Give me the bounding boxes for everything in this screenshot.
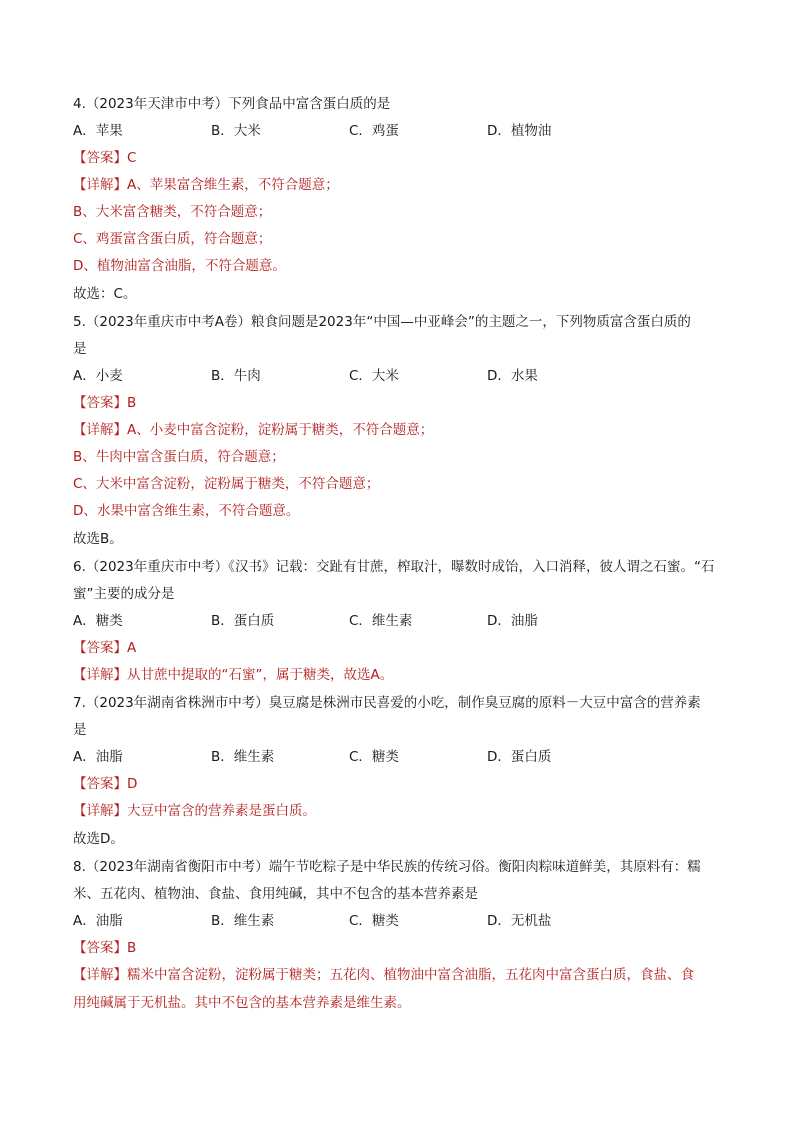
detail-label: 【详解】: [73, 967, 127, 983]
q4-detail-2: B、大米富含糖类，不符合题意；: [73, 204, 272, 220]
q8-stem-line1: 8.（2023年湖南省衡阳市中考）端午节吃粽子是中华民族的传统习俗。衡阳肉粽味道鲜美，其原料有：糯: [73, 859, 701, 875]
q5-detail-4: D、水果中富含维生素，不符合题意。: [73, 503, 300, 519]
q7-answer: [73, 775, 734, 793]
q5-option-a: A．小麦: [73, 368, 123, 384]
q8-detail-line2: 用纯碱属于无机盐。其中不包含的基本营养素是维生素。: [73, 995, 411, 1011]
q8-stem-line2: 米、五花肉、植物油、食盐、食用纯碱，其中不包含的基本营养素是: [73, 886, 478, 902]
answer-value: B: [127, 940, 137, 956]
q6-option-b: B．蛋白质: [211, 613, 275, 629]
q7-option-a: A．油脂: [73, 749, 123, 765]
q6-answer: [73, 639, 734, 657]
q5-option-b: B．牛肉: [211, 368, 261, 384]
detail-text: A、小麦中富含淀粉，淀粉属于糖类，不符合题意；: [127, 422, 434, 438]
detail-text: A、苹果富含维生素，不符合题意；: [127, 177, 339, 193]
q5-conclusion: 故选B。: [73, 531, 123, 547]
answer-value: B: [127, 395, 137, 411]
q5-option-d: D．水果: [487, 368, 538, 384]
q4-option-d: D．植物油: [487, 123, 552, 139]
answer-label: 【答案】: [73, 640, 127, 656]
q5-stem-line2: 是: [73, 341, 87, 357]
detail-text: 从甘蔗中提取的“石蜜”，属于糖类，故选A。: [127, 667, 394, 683]
q6-detail: [73, 666, 734, 684]
q7-conclusion: 故选D。: [73, 831, 124, 847]
q6-stem-line1: 6.（2023年重庆市中考）《汉书》记载：交趾有甘蔗，榨取汁，曝数时成饴，入口消释，彼人谓之石蜜。“石: [73, 559, 715, 575]
detail-text: 糯米中富含淀粉，淀粉属于糖类；五花肉、植物油中富含油脂，五花肉中富含蛋白质，食盐、食: [127, 967, 694, 983]
q5-stem-line1: 5.（2023年重庆市中考A卷）粮食问题是2023年“中国—中亚峰会”的主题之一，下列物质富含蛋白质的: [73, 314, 691, 330]
detail-label: 【详解】: [73, 667, 127, 683]
answer-label: 【答案】: [73, 940, 127, 956]
q4-detail-4: D、植物油富含油脂，不符合题意。: [73, 258, 286, 274]
detail-label: 【详解】: [73, 422, 127, 438]
q4-option-a: A．苹果: [73, 123, 123, 139]
q4-option-b: B．大米: [211, 123, 261, 139]
answer-value: A: [127, 640, 137, 656]
q8-option-a: A．油脂: [73, 913, 123, 929]
q8-option-d: D．无机盐: [487, 913, 552, 929]
q8-option-c: C．糖类: [349, 913, 399, 929]
q6-stem-line2: 蜜”主要的成分是: [73, 586, 175, 602]
answer-value: C: [127, 150, 137, 166]
q8-option-b: B．维生素: [211, 913, 275, 929]
q7-option-d: D．蛋白质: [487, 749, 552, 765]
q5-detail-1: [73, 421, 734, 439]
answer-label: 【答案】: [73, 150, 127, 166]
q5-option-c: C．大米: [349, 368, 399, 384]
answer-value: D: [127, 776, 138, 792]
q4-stem: 4.（2023年天津市中考）下列食品中富含蛋白质的是: [73, 96, 391, 112]
q4-conclusion: 故选：C。: [73, 286, 137, 302]
q6-option-c: C．维生素: [349, 613, 413, 629]
detail-label: 【详解】: [73, 803, 127, 819]
q4-detail-1: [73, 176, 734, 194]
detail-label: 【详解】: [73, 177, 127, 193]
q5-detail-2: B、牛肉中富含蛋白质，符合题意；: [73, 449, 285, 465]
answer-label: 【答案】: [73, 776, 127, 792]
q6-option-a: A．糖类: [73, 613, 123, 629]
q4-detail-3: C、鸡蛋富含蛋白质，符合题意；: [73, 231, 272, 247]
q7-option-c: C．糖类: [349, 749, 399, 765]
q4-option-c: C．鸡蛋: [349, 123, 399, 139]
q7-option-b: B．维生素: [211, 749, 275, 765]
q7-detail: [73, 802, 734, 820]
detail-text: 大豆中富含的营养素是蛋白质。: [127, 803, 316, 819]
q8-answer: [73, 939, 734, 957]
q5-answer: [73, 394, 734, 412]
q6-option-d: D．油脂: [487, 613, 538, 629]
q5-detail-3: C、大米中富含淀粉，淀粉属于糖类，不符合题意；: [73, 476, 380, 492]
q7-stem-line1: 7.（2023年湖南省株洲市中考）臭豆腐是株洲市民喜爱的小吃，制作臭豆腐的原料－大豆中富含的营养素: [73, 695, 701, 711]
answer-label: 【答案】: [73, 395, 127, 411]
q4-answer: [73, 149, 734, 167]
q7-stem-line2: 是: [73, 722, 87, 738]
q8-detail-line1: [73, 966, 734, 984]
